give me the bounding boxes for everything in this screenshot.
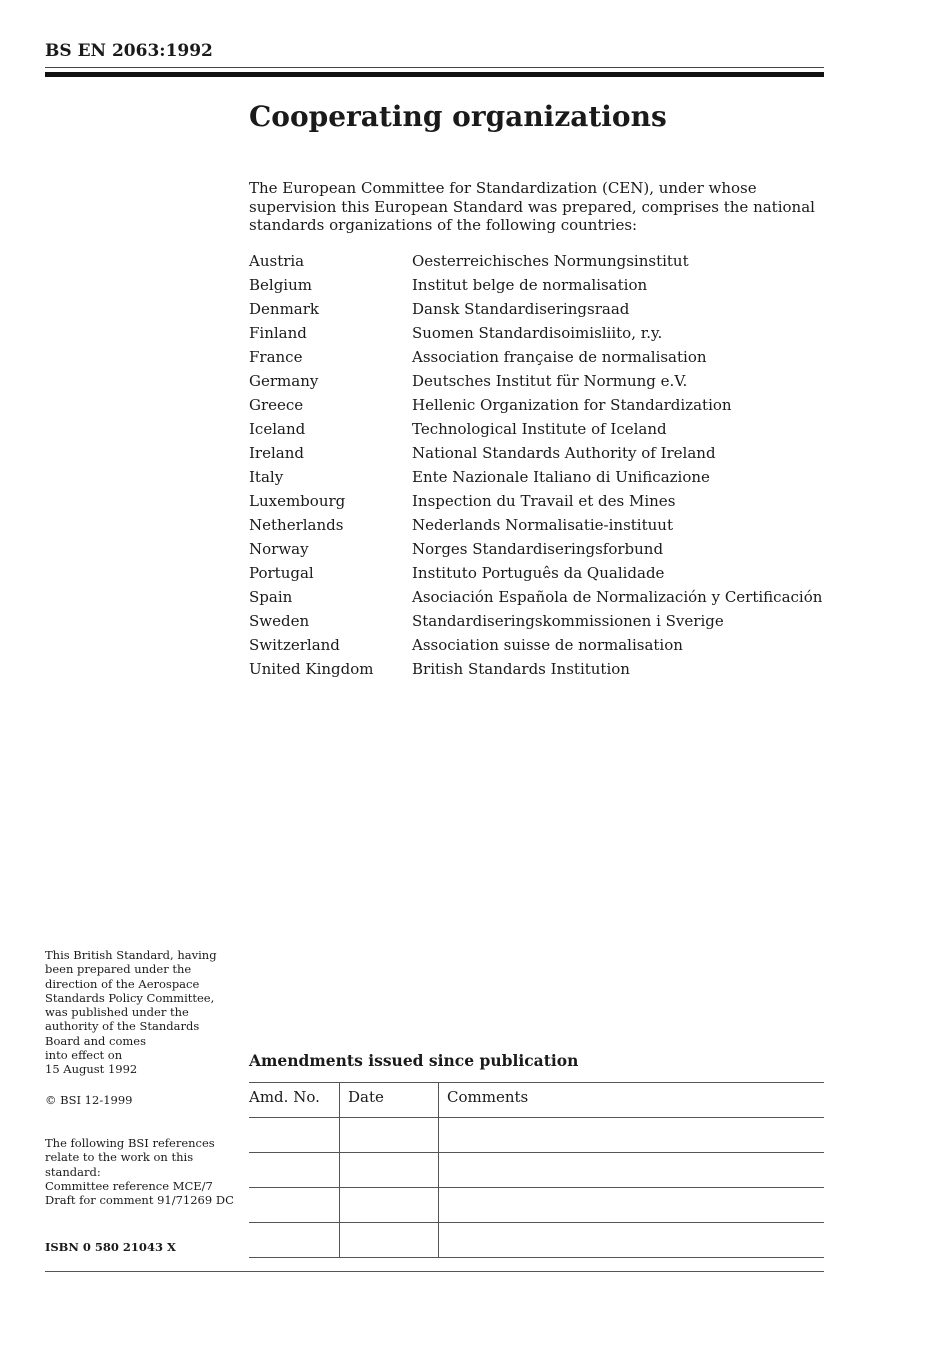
header-rule-thin [45, 67, 824, 68]
header-rule-thick [45, 72, 824, 77]
organization-row [249, 347, 829, 371]
amendment-cell [249, 1188, 340, 1223]
organization-name: Inspection du Travail et des Mines [412, 492, 676, 510]
country-name: Spain [249, 588, 293, 606]
country-name: Switzerland [249, 636, 340, 654]
publication-note-line: direction of the Aerospace [45, 976, 200, 991]
amendment-row [249, 1223, 824, 1258]
amendment-cell [439, 1188, 825, 1223]
organization-name: Association suisse de normalisation [412, 636, 683, 654]
organization-name: Association française de normalisation [412, 348, 707, 366]
bsi-references-line: relate to the work on this [45, 1150, 194, 1165]
publication-note-line: This British Standard, having [45, 948, 217, 962]
organization-row [249, 563, 829, 587]
organization-row [249, 515, 829, 539]
country-name: Iceland [249, 420, 306, 438]
amendment-cell [249, 1223, 340, 1258]
organization-name: National Standards Authority of Ireland [412, 444, 716, 462]
column-header-comments: Comments [439, 1083, 825, 1118]
publication-note-line: authority of the Standards [45, 1019, 200, 1034]
country-name: Germany [249, 372, 319, 390]
organization-name: Nederlands Normalisatie-instituut [412, 516, 673, 534]
intro-paragraph: The European Committee for Standardization (CEN), under whose supervision this European Standard was prepared, comprises the national standards organizations of the following countries: [249, 179, 815, 234]
country-name: Austria [249, 252, 305, 270]
country-name: Norway [249, 540, 309, 558]
country-name: Ireland [249, 444, 304, 462]
copyright-notice: © BSI 12-1999 [45, 1093, 133, 1107]
country-name: Denmark [249, 300, 319, 318]
country-name: Luxembourg [249, 492, 346, 510]
amendment-row [249, 1188, 824, 1223]
organization-row [249, 275, 829, 299]
bsi-references-line: Committee reference MCE/7 [45, 1178, 213, 1193]
organization-row [249, 419, 829, 443]
organization-row [249, 587, 829, 611]
organization-name: Oesterreichisches Normungsinstitut [412, 252, 689, 270]
country-name: Portugal [249, 564, 314, 582]
publication-note-line: been prepared under the [45, 962, 192, 977]
amendment-cell [340, 1223, 439, 1258]
organization-name: Suomen Standardisoimisliito, r.y. [412, 324, 663, 342]
organization-name: Standardiseringskommissionen i Sverige [412, 612, 724, 630]
publication-note [45, 948, 240, 1077]
organization-list [249, 251, 829, 683]
country-name: Sweden [249, 612, 310, 630]
organization-name: Ente Nazionale Italiano di Unificazione [412, 468, 710, 486]
amendment-cell [340, 1188, 439, 1223]
document-id: BS EN 2063:1992 [45, 41, 213, 61]
organization-name: Institut belge de normalisation [412, 276, 648, 294]
publication-note-line: Standards Policy Committee, [45, 990, 215, 1005]
amendment-cell [340, 1118, 439, 1153]
organization-row [249, 395, 829, 419]
amendments-header-row [249, 1083, 824, 1118]
amendments-table [249, 1082, 824, 1258]
amendments-heading: Amendments issued since publication [249, 1051, 579, 1070]
column-header-date: Date [340, 1083, 439, 1118]
organization-name: British Standards Institution [412, 660, 630, 678]
column-header-amd-no: Amd. No. [249, 1083, 340, 1118]
organization-row [249, 251, 829, 275]
organization-row [249, 491, 829, 515]
organization-row [249, 443, 829, 467]
footer-rule [45, 1271, 824, 1272]
organization-name: Norges Standardiseringsforbund [412, 540, 664, 558]
country-name: Netherlands [249, 516, 344, 534]
organization-name: Hellenic Organization for Standardization [412, 396, 732, 414]
organization-row [249, 635, 829, 659]
bsi-references [45, 1136, 240, 1207]
organization-row [249, 467, 829, 491]
amendment-cell [439, 1118, 825, 1153]
organization-row [249, 659, 829, 683]
country-name: United Kingdom [249, 660, 374, 678]
isbn: ISBN 0 580 21043 X [45, 1240, 176, 1254]
organization-name: Deutsches Institut für Normung e.V. [412, 372, 688, 390]
publication-note-line: was published under the [45, 1005, 189, 1020]
amendment-cell [439, 1153, 825, 1188]
publication-note-line: Board and comes [45, 1033, 147, 1048]
amendment-cell [439, 1223, 825, 1258]
organization-name: Technological Institute of Iceland [412, 420, 667, 438]
country-name: Belgium [249, 276, 312, 294]
organization-name: Instituto Português da Qualidade [412, 564, 665, 582]
bsi-references-line: standard: [45, 1164, 101, 1179]
organization-row [249, 611, 829, 635]
country-name: Italy [249, 468, 284, 486]
publication-note-line: into effect on [45, 1048, 123, 1063]
amendment-row [249, 1118, 824, 1153]
country-name: France [249, 348, 303, 366]
amendment-row [249, 1153, 824, 1188]
country-name: Greece [249, 396, 304, 414]
page-title: Cooperating organizations [249, 100, 667, 133]
amendment-cell [340, 1153, 439, 1188]
organization-row [249, 323, 829, 347]
organization-row [249, 539, 829, 563]
organization-row [249, 371, 829, 395]
publication-note-line: 15 August 1992 [45, 1062, 138, 1077]
amendment-cell [249, 1118, 340, 1153]
organization-name: Dansk Standardiseringsraad [412, 300, 630, 318]
organization-name: Asociación Española de Normalización y Certificación [412, 588, 823, 606]
bsi-references-line: The following BSI references [45, 1136, 215, 1150]
bsi-references-line: Draft for comment 91/71269 DC [45, 1193, 234, 1208]
country-name: Finland [249, 324, 307, 342]
organization-row [249, 299, 829, 323]
amendment-cell [249, 1153, 340, 1188]
